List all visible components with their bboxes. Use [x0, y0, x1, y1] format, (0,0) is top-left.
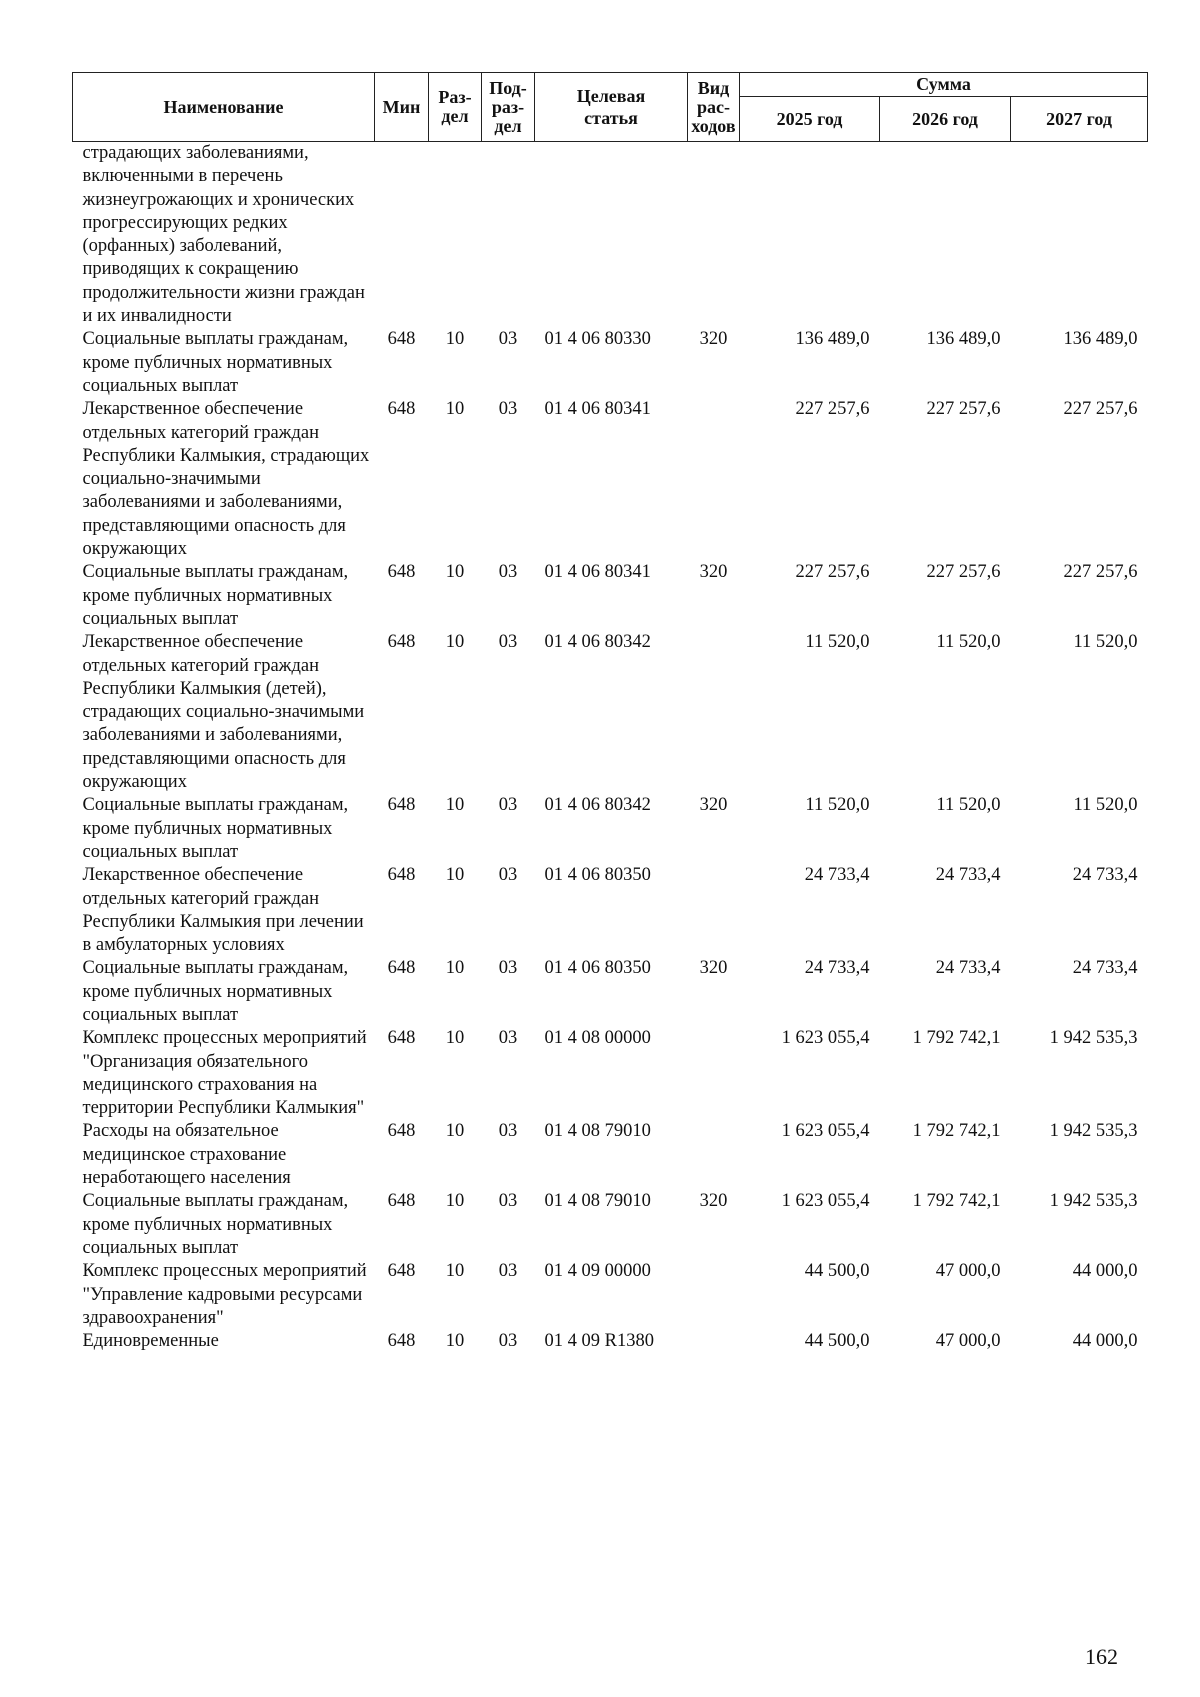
- celevaya-cell: 01 4 06 80342: [544, 795, 651, 816]
- amount-2027-cell: 11 520,0: [1073, 632, 1138, 653]
- celevaya-cell: 01 4 06 80341: [544, 399, 651, 420]
- amount-2025-cell: 11 520,0: [805, 632, 870, 653]
- amount-2025-cell: 24 733,4: [804, 865, 870, 886]
- name-cell: Комплекс процессных мероприятий "Организация обязательного медицинского страхования на территории Республики Калмыкия": [82, 1028, 367, 1119]
- amount-2025-cell: 24 733,4: [804, 958, 870, 979]
- podrazdel-cell: [482, 142, 535, 329]
- amount-2026-cell: 136 489,0: [926, 329, 1001, 350]
- amount-2027-cell: 44 000,0: [1072, 1261, 1138, 1282]
- table-body: [73, 142, 1148, 1354]
- razdel-cell: [429, 142, 482, 329]
- header-summa: Сумма: [740, 73, 1148, 97]
- podrazdel-cell: 03: [498, 865, 518, 886]
- table-row: [73, 328, 1148, 398]
- celevaya-cell: [535, 142, 688, 329]
- razdel-cell: 10: [445, 562, 465, 583]
- amount-2027-cell: 136 489,0: [1063, 329, 1138, 350]
- min-cell: 648: [387, 329, 416, 350]
- min-cell: 648: [387, 795, 416, 816]
- header-vid: Вид рас- ходов: [688, 73, 740, 142]
- amount-2025-cell: 11 520,0: [805, 795, 870, 816]
- razdel-cell: 10: [445, 795, 465, 816]
- vid-cell: 320: [699, 329, 728, 350]
- razdel-cell: 10: [445, 1028, 465, 1049]
- page-number: 162: [1085, 1644, 1118, 1669]
- celevaya-cell: 01 4 09 00000: [544, 1261, 651, 1282]
- celevaya-cell: 01 4 08 79010: [544, 1121, 651, 1142]
- min-cell: 648: [387, 958, 416, 979]
- razdel-cell: 10: [445, 1121, 465, 1142]
- amount-2026-cell: 1 792 742,1: [912, 1191, 1001, 1212]
- name-cell: Расходы на обязательное медицинское страхование неработающего населения: [82, 1121, 291, 1189]
- amount-2027-cell: 227 257,6: [1063, 399, 1138, 420]
- celevaya-cell: 01 4 08 79010: [544, 1191, 651, 1212]
- min-cell: 648: [387, 632, 416, 653]
- amount-2026-cell: [880, 142, 1011, 329]
- amount-2026-cell: 1 792 742,1: [912, 1028, 1001, 1049]
- name-cell: Социальные выплаты гражданам, кроме публичных нормативных социальных выплат: [82, 1191, 349, 1258]
- header-min: Мин: [375, 73, 429, 142]
- name-cell: Лекарственное обеспечение отдельных категорий граждан Республики Калмыкия (детей), страдающих социально-значимыми заболеваниями и заболеваниями, представляющими опасность для окружающих: [82, 632, 365, 793]
- amount-2027-cell: 24 733,4: [1072, 958, 1138, 979]
- amount-2026-cell: 24 733,4: [935, 865, 1001, 886]
- amount-2025-cell: 227 257,6: [795, 399, 870, 420]
- header-celevaya: Целевая статья: [535, 73, 688, 142]
- vid-cell: [688, 1260, 740, 1330]
- name-cell: Социальные выплаты гражданам, кроме публичных нормативных социальных выплат: [82, 562, 349, 629]
- amount-2027-cell: 44 000,0: [1072, 1331, 1138, 1352]
- min-cell: 648: [387, 1331, 416, 1352]
- podrazdel-cell: 03: [498, 329, 518, 350]
- table-row: [73, 794, 1148, 864]
- celevaya-cell: 01 4 06 80341: [544, 562, 651, 583]
- header-year-2025: 2025 год: [740, 97, 880, 142]
- razdel-cell: 10: [445, 632, 465, 653]
- min-cell: 648: [387, 562, 416, 583]
- podrazdel-cell: 03: [498, 562, 518, 583]
- table-row: [73, 957, 1148, 1027]
- table-row: [73, 561, 1148, 631]
- podrazdel-cell: 03: [498, 1261, 518, 1282]
- celevaya-cell: 01 4 06 80342: [544, 632, 651, 653]
- header-podrazdel: Под- раз- дел: [482, 73, 535, 142]
- amount-2025-cell: 1 623 055,4: [781, 1191, 870, 1212]
- amount-2025-cell: 136 489,0: [795, 329, 870, 350]
- celevaya-cell: 01 4 06 80350: [544, 865, 651, 886]
- min-cell: 648: [387, 1191, 416, 1212]
- min-cell: 648: [387, 865, 416, 886]
- amount-2027-cell: 227 257,6: [1063, 562, 1138, 583]
- min-cell: [375, 142, 429, 329]
- name-cell: Лекарственное обеспечение отдельных категорий граждан Республики Калмыкия, страдающих социально-значимыми заболеваниями и заболеваниями, представляющими опасность для окружающих: [82, 399, 370, 560]
- podrazdel-cell: 03: [498, 795, 518, 816]
- vid-cell: 320: [699, 795, 728, 816]
- table-row: [73, 1260, 1148, 1330]
- header-year-2027: 2027 год: [1011, 97, 1148, 142]
- name-cell: Социальные выплаты гражданам, кроме публичных нормативных социальных выплат: [82, 329, 349, 396]
- razdel-cell: 10: [445, 1191, 465, 1212]
- table-row: [73, 1190, 1148, 1260]
- podrazdel-cell: 03: [498, 958, 518, 979]
- amount-2026-cell: 227 257,6: [926, 562, 1001, 583]
- table-row: [73, 1120, 1148, 1190]
- amount-2026-cell: 1 792 742,1: [912, 1121, 1001, 1142]
- name-cell: Социальные выплаты гражданам, кроме публичных нормативных социальных выплат: [82, 958, 349, 1025]
- amount-2025-cell: 1 623 055,4: [781, 1121, 870, 1142]
- min-cell: 648: [387, 399, 416, 420]
- podrazdel-cell: 03: [498, 1028, 518, 1049]
- table-row: [73, 1027, 1148, 1120]
- vid-cell: [688, 1027, 740, 1120]
- amount-2026-cell: 11 520,0: [936, 795, 1001, 816]
- name-cell: Социальные выплаты гражданам, кроме публичных нормативных социальных выплат: [82, 795, 349, 862]
- name-cell: Комплекс процессных мероприятий "Управление кадровыми ресурсами здравоохранения": [82, 1261, 367, 1328]
- header-year-2026: 2026 год: [880, 97, 1011, 142]
- min-cell: 648: [387, 1261, 416, 1282]
- name-cell: страдающих заболеваниями, включенными в перечень жизнеугрожающих и хронических прогрессирующих редких (орфанных) заболеваний, приводящих к сокращению продолжительности жизни граждан и их инвалидности: [82, 143, 365, 327]
- name-cell: Единовременные: [82, 1331, 219, 1352]
- vid-cell: [688, 142, 740, 329]
- razdel-cell: 10: [445, 1261, 465, 1282]
- vid-cell: [688, 1330, 740, 1353]
- amount-2025-cell: [740, 142, 880, 329]
- podrazdel-cell: 03: [498, 632, 518, 653]
- vid-cell: [688, 398, 740, 561]
- celevaya-cell: 01 4 09 R1380: [544, 1331, 654, 1352]
- table-row: [73, 631, 1148, 794]
- amount-2026-cell: 11 520,0: [936, 632, 1001, 653]
- amount-2027-cell: 24 733,4: [1072, 865, 1138, 886]
- celevaya-cell: 01 4 06 80330: [544, 329, 651, 350]
- razdel-cell: 10: [445, 399, 465, 420]
- celevaya-cell: 01 4 08 00000: [544, 1028, 651, 1049]
- podrazdel-cell: 03: [498, 1331, 518, 1352]
- amount-2025-cell: 44 500,0: [804, 1331, 870, 1352]
- podrazdel-cell: 03: [498, 1191, 518, 1212]
- amount-2026-cell: 227 257,6: [926, 399, 1001, 420]
- razdel-cell: 10: [445, 1331, 465, 1352]
- vid-cell: [688, 631, 740, 794]
- table-row: [73, 398, 1148, 561]
- razdel-cell: 10: [445, 329, 465, 350]
- amount-2027-cell: 1 942 535,3: [1049, 1191, 1138, 1212]
- amount-2025-cell: 1 623 055,4: [781, 1028, 870, 1049]
- name-cell: Лекарственное обеспечение отдельных категорий граждан Республики Калмыкия при лечении в амбулаторных условиях: [82, 865, 364, 956]
- header-name: Наименование: [73, 73, 375, 142]
- amount-2025-cell: 44 500,0: [804, 1261, 870, 1282]
- budget-table: [72, 72, 1148, 1353]
- razdel-cell: 10: [445, 958, 465, 979]
- header-razdel: Раз- дел: [429, 73, 482, 142]
- vid-cell: 320: [699, 958, 728, 979]
- podrazdel-cell: 03: [498, 399, 518, 420]
- table-row: [73, 1330, 1148, 1353]
- amount-2027-cell: 1 942 535,3: [1049, 1121, 1138, 1142]
- min-cell: 648: [387, 1028, 416, 1049]
- amount-2026-cell: 47 000,0: [935, 1261, 1001, 1282]
- razdel-cell: 10: [445, 865, 465, 886]
- podrazdel-cell: 03: [498, 1121, 518, 1142]
- min-cell: 648: [387, 1121, 416, 1142]
- table-row: [73, 864, 1148, 957]
- table-row: [73, 142, 1148, 329]
- amount-2027-cell: [1011, 142, 1148, 329]
- vid-cell: [688, 864, 740, 957]
- amount-2026-cell: 24 733,4: [935, 958, 1001, 979]
- amount-2026-cell: 47 000,0: [935, 1331, 1001, 1352]
- amount-2025-cell: 227 257,6: [795, 562, 870, 583]
- table-header: [73, 73, 1148, 142]
- vid-cell: 320: [699, 1191, 728, 1212]
- amount-2027-cell: 1 942 535,3: [1049, 1028, 1138, 1049]
- vid-cell: 320: [699, 562, 728, 583]
- amount-2027-cell: 11 520,0: [1073, 795, 1138, 816]
- vid-cell: [688, 1120, 740, 1190]
- celevaya-cell: 01 4 06 80350: [544, 958, 651, 979]
